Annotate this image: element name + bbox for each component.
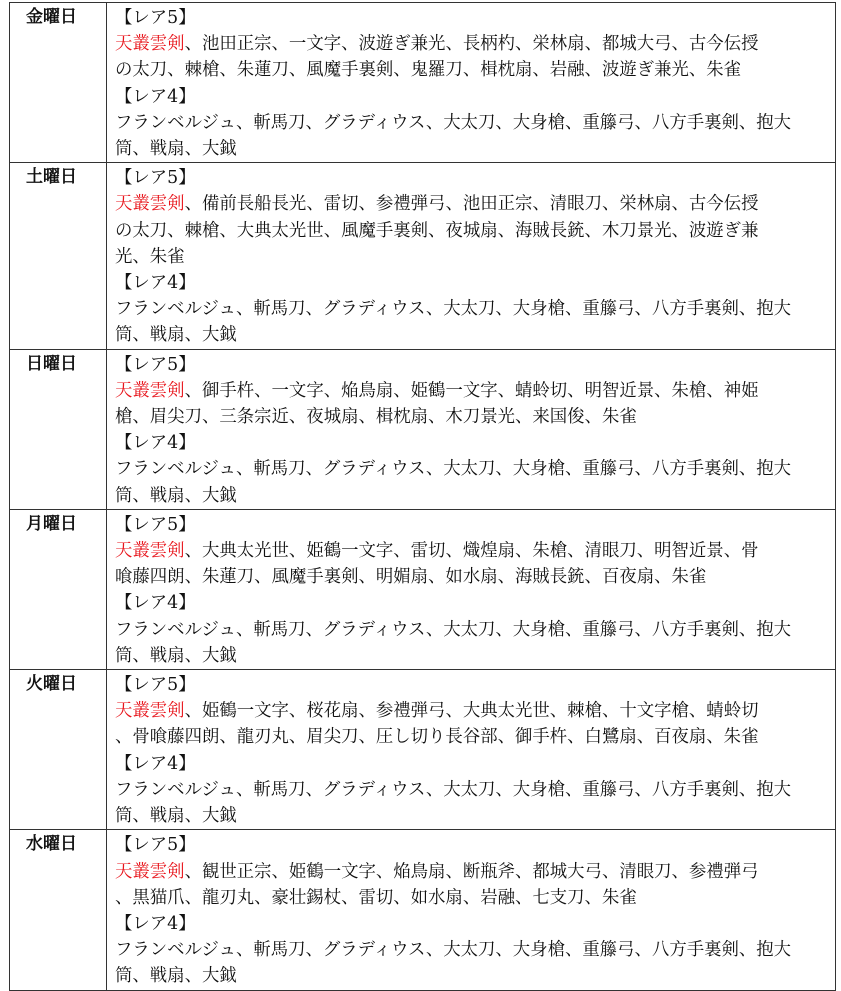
rare4-line: 筒、戦扇、大鉞 [115,325,237,346]
day-label: 土曜日 [10,163,107,349]
rare4-line: 筒、戦扇、大鉞 [115,645,237,666]
rare5-line: 喰藤四朗、朱蓮刀、風魔手裏剣、明媚扇、如水扇、海賊長銃、百夜扇、朱雀 [115,567,707,588]
rare4-heading: 【レア4】 [115,593,196,614]
rare4-line: フランベルジュ、斬馬刀、グラディウス、大太刀、大身槍、重籐弓、八方手裏剣、抱大 [115,299,792,320]
rare5-line [115,378,831,404]
rare5-heading: 【レア5】 [115,354,196,375]
rare5-line [115,31,831,57]
daily-rare-weapon-table [9,2,836,991]
rare5-line [115,698,831,724]
table-row [10,670,836,830]
weapon-list-cell [107,163,836,349]
rare5-text: 、備前長船長光、雷切、参禮弾弓、池田正宗、清眼刀、栄林扇、古今伝授 [184,194,759,215]
table-row [10,509,836,669]
rare5-text: 、大典太光世、姫鶴一文字、雷切、熾煌扇、朱槍、清眼刀、明智近景、骨 [184,541,759,562]
rare5-line: 光、朱雀 [115,246,185,267]
rare4-heading: 【レア4】 [115,753,196,774]
day-label: 月曜日 [10,509,107,669]
rare5-line: の太刀、棘槍、大典太光世、風魔手裏剣、夜城扇、海賊長銃、木刀景光、波遊ぎ兼 [115,220,759,241]
rare5-text: 、観世正宗、姫鶴一文字、焔鳥扇、断瓶斧、都城大弓、清眼刀、参禮弾弓 [184,861,759,882]
weapon-list-cell [107,830,836,990]
featured-weapon: 天叢雲剣 [115,861,185,882]
rare4-line: 筒、戦扇、大鉞 [115,485,237,506]
rare5-line: 槍、眉尖刀、三条宗近、夜城扇、楫枕扇、木刀景光、来国俊、朱雀 [115,407,637,428]
day-label: 火曜日 [10,670,107,830]
rare4-line: フランベルジュ、斬馬刀、グラディウス、大太刀、大身槍、重籐弓、八方手裏剣、抱大 [115,112,792,133]
rare4-heading: 【レア4】 [115,86,196,107]
rare4-line: 筒、戦扇、大鉞 [115,806,237,827]
weapon-list-cell [107,670,836,830]
rare4-line: フランベルジュ、斬馬刀、グラディウス、大太刀、大身槍、重籐弓、八方手裏剣、抱大 [115,779,792,800]
rare5-line: の太刀、棘槍、朱蓮刀、風魔手裏剣、鬼羅刀、楫枕扇、岩融、波遊ぎ兼光、朱雀 [115,60,742,81]
weapon-list-cell [107,509,836,669]
rare4-heading: 【レア4】 [115,433,196,454]
rare5-heading: 【レア5】 [115,8,196,28]
rare5-text: 、御手杵、一文字、焔鳥扇、姫鶴一文字、蜻蛉切、明智近景、朱槍、神姫 [184,380,759,401]
rare4-line: フランベルジュ、斬馬刀、グラディウス、大太刀、大身槍、重籐弓、八方手裏剣、抱大 [115,940,792,961]
day-label: 水曜日 [10,830,107,990]
rare5-line: 、黒猫爪、龍刃丸、豪壮錫杖、雷切、如水扇、岩融、七支刀、朱雀 [115,887,637,908]
rare5-text: 、池田正宗、一文字、波遊ぎ兼光、長柄杓、栄林扇、都城大弓、古今伝授 [184,34,759,55]
day-label: 金曜日 [10,3,107,163]
featured-weapon: 天叢雲剣 [115,194,185,215]
table-row [10,3,836,163]
rare5-line [115,538,831,564]
rare5-heading: 【レア5】 [115,835,196,856]
rare5-line: 、骨喰藤四朗、龍刃丸、眉尖刀、圧し切り長谷部、御手杵、白鷺扇、百夜扇、朱雀 [115,727,759,748]
featured-weapon: 天叢雲剣 [115,380,185,401]
rare4-line: フランベルジュ、斬馬刀、グラディウス、大太刀、大身槍、重籐弓、八方手裏剣、抱大 [115,459,792,480]
rare4-heading: 【レア4】 [115,913,196,934]
rare5-line [115,191,831,217]
rare5-heading: 【レア5】 [115,168,196,189]
rare4-line: 筒、戦扇、大鉞 [115,966,237,987]
rare5-heading: 【レア5】 [115,514,196,535]
table-row [10,349,836,509]
weapon-list-cell [107,3,836,163]
rare5-line [115,859,831,885]
featured-weapon: 天叢雲剣 [115,34,185,55]
rare5-heading: 【レア5】 [115,675,196,696]
table-row [10,163,836,349]
table-row [10,830,836,990]
featured-weapon: 天叢雲剣 [115,541,185,562]
rare5-text: 、姫鶴一文字、桜花扇、参禮弾弓、大典太光世、棘槍、十文字槍、蜻蛉切 [184,701,759,722]
weapon-list-cell [107,349,836,509]
featured-weapon: 天叢雲剣 [115,701,185,722]
rare4-line: 筒、戦扇、大鉞 [115,139,237,160]
rare4-line: フランベルジュ、斬馬刀、グラディウス、大太刀、大身槍、重籐弓、八方手裏剣、抱大 [115,619,792,640]
rare4-heading: 【レア4】 [115,273,196,294]
day-label: 日曜日 [10,349,107,509]
